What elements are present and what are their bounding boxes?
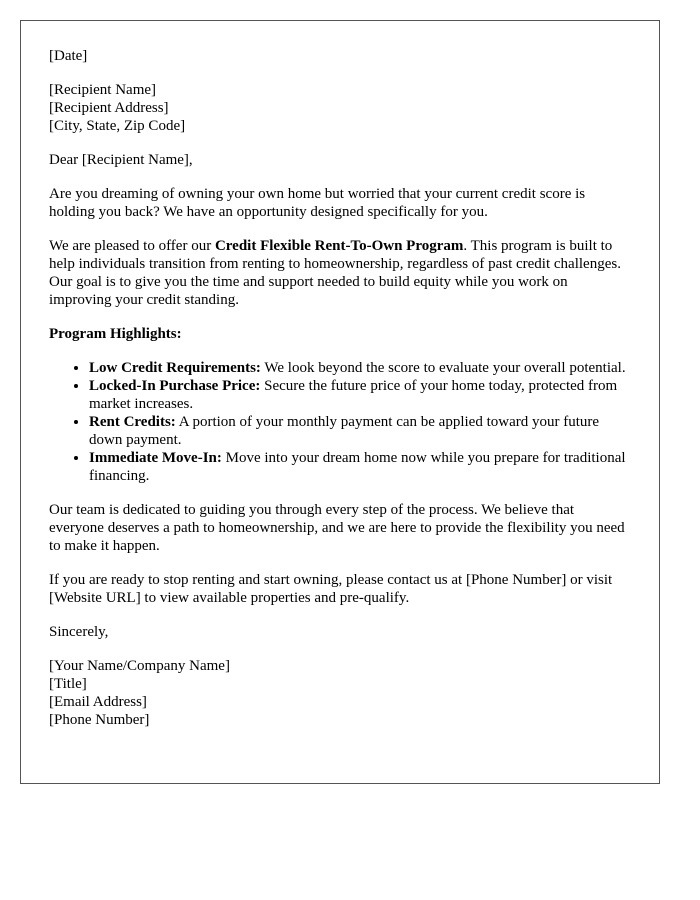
recipient-city-state-zip: [City, State, Zip Code] [49,118,186,134]
recipient-block [49,81,631,135]
highlights-heading: Program Highlights: [49,326,182,342]
list-item [89,359,631,377]
highlight-text: We look beyond the score to evaluate your overall potential. [260,360,626,376]
signature-email: [Email Address] [49,694,147,710]
highlight-title: Locked-In Purchase Price: [89,378,261,394]
highlight-title: Immediate Move-In: [89,450,222,466]
recipient-address: [Recipient Address] [49,100,169,116]
signature-block [49,657,631,729]
recipient-name: [Recipient Name] [49,82,157,98]
offer-paragraph [49,237,631,309]
list-item [89,413,631,449]
highlight-text: Secure the future price of your home today, protected from market increases. [89,378,618,412]
letter-page [20,20,660,784]
salutation: Dear [Recipient Name], [49,152,193,168]
list-item [89,377,631,413]
program-name: Credit Flexible Rent-To-Own Program [214,238,464,254]
list-item [89,449,631,485]
highlights-list [49,359,631,485]
signature-name: [Your Name/Company Name] [49,658,230,674]
signature-phone: [Phone Number] [49,712,150,728]
highlight-title: Rent Credits: [89,414,176,430]
letter-date: [Date] [49,48,88,64]
highlight-title: Low Credit Requirements: [89,360,261,376]
offer-suffix: . This program is built to help individuals transition from renting to homeownership, regardless of past credit challenges. Our goal is to give you the time and support needed to build equity while you work on improving your credit standing. [49,238,621,308]
intro-paragraph: Are you dreaming of owning your own home but worried that your current credit score is holding you back? We have an opportunity designed specifically for you. [49,186,586,220]
closing: Sincerely, [49,624,109,640]
offer-prefix: We are pleased to offer our [49,238,215,254]
highlight-text: Move into your dream home now while you prepare for traditional financing. [89,450,626,484]
highlight-text: A portion of your monthly payment can be applied toward your future down payment. [89,414,600,448]
contact-paragraph: If you are ready to stop renting and start owning, please contact us at [Phone Number] or visit [Website URL] to view available properties and pre-qualify. [49,572,613,606]
signature-title: [Title] [49,676,87,692]
team-paragraph: Our team is dedicated to guiding you through every step of the process. We believe that everyone deserves a path to homeownership, and we are here to provide the flexibility you need to make it happen. [49,502,625,554]
